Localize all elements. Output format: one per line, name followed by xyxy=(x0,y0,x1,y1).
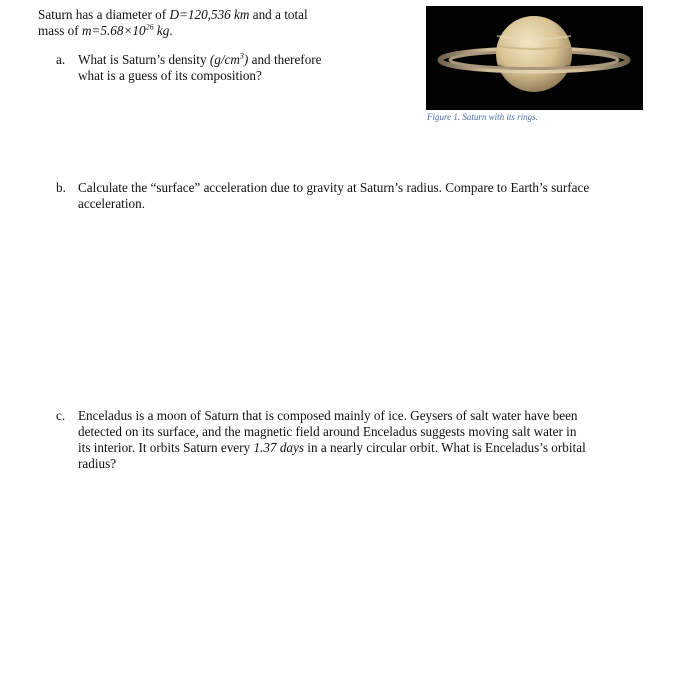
saturn-figure-image xyxy=(426,6,643,110)
figure-caption: Figure 1. Saturn with its rings. xyxy=(427,112,538,122)
problem-intro xyxy=(38,7,368,39)
intro-text-2: and a total xyxy=(249,7,308,22)
intro-text-1: Saturn has a diameter of xyxy=(38,7,170,22)
density-unit: $(g/cm^3)$ xyxy=(209,51,249,67)
question-c-text: Enceladus is a moon of Saturn that is composed mainly of ice. Geysers of salt water have been detected on its surface, and the magnetic field around Enceladus suggests moving salt water in its interior. It orbits Saturn every 1.37 days in a nearly circular orbit. What is Enceladus’s orbital radius? xyxy=(78,408,586,471)
intro-text-3: mass of xyxy=(38,23,82,38)
mass-value: $m=5.68\times 10^{26}$ kg xyxy=(81,22,170,38)
orbital-period-value: 1.37 days xyxy=(253,440,304,455)
intro-text-4: . xyxy=(169,23,173,38)
diameter-value: D=120,536 km xyxy=(169,7,250,22)
question-b-text: Calculate the “surface” acceleration due to gravity at Saturn’s radius. Compare to Earth’s surface acceleration. xyxy=(78,180,590,211)
question-a-text: What is Saturn’s density $(g/cm^3)$ and therefore what is a guess of its composition? xyxy=(78,51,322,83)
saturn-illustration xyxy=(426,6,643,110)
question-b-letter: b. xyxy=(56,180,66,195)
question-c-letter: c. xyxy=(56,408,66,423)
question-a-letter: a. xyxy=(56,52,66,67)
